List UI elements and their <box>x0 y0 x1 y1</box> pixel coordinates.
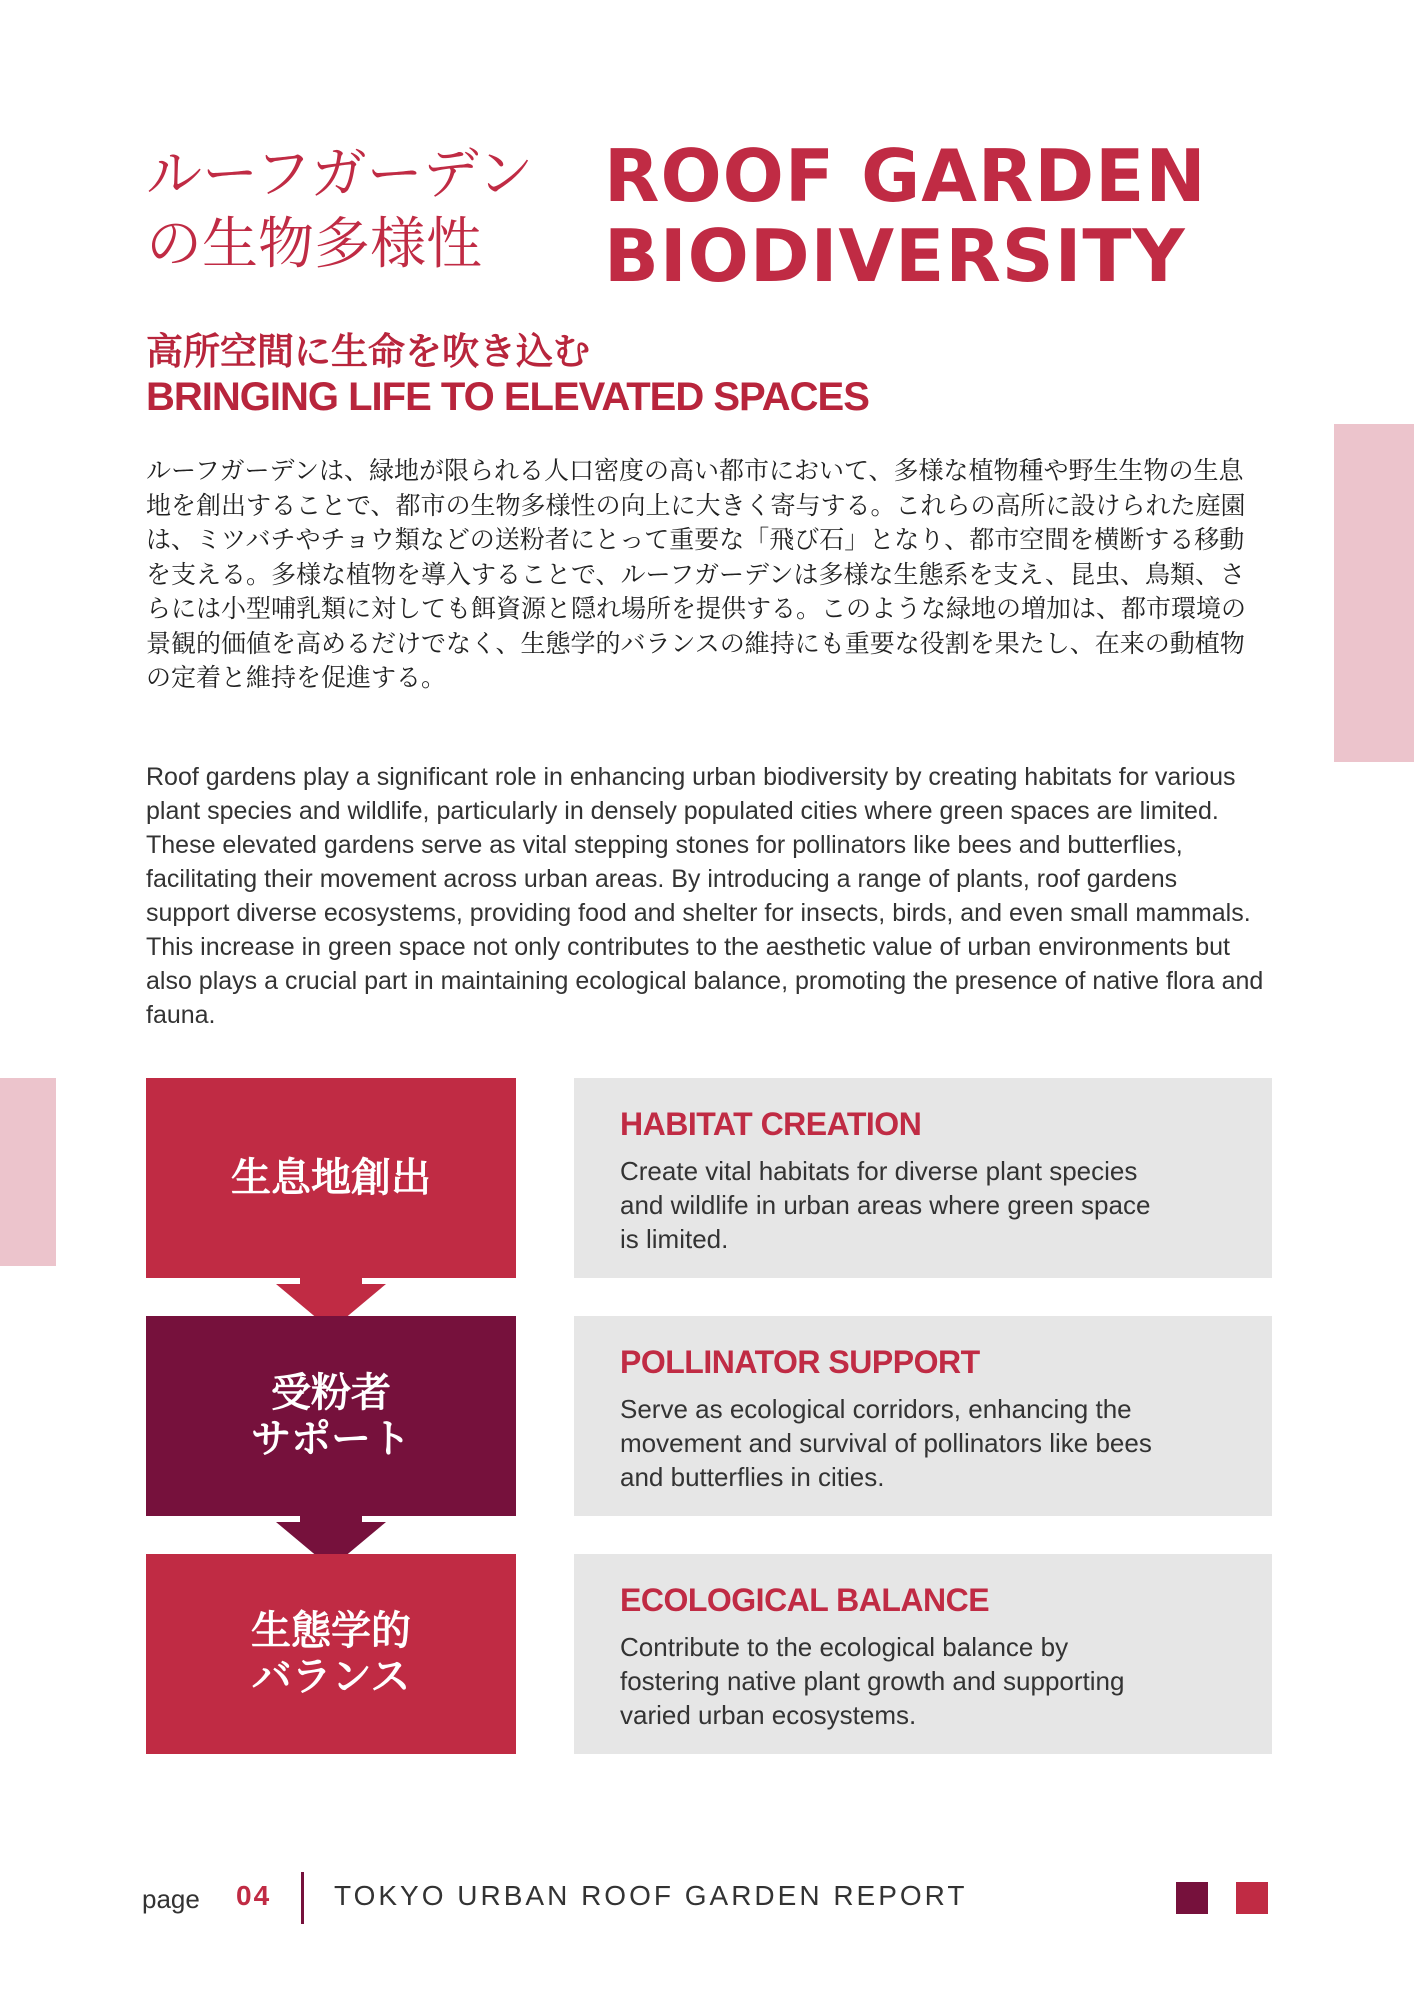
report-title: TOKYO URBAN ROOF GARDEN REPORT <box>334 1880 968 1911</box>
page-number: 04 <box>236 1880 272 1911</box>
flow-step-ecological <box>146 1554 516 1754</box>
footer-divider <box>301 1872 304 1924</box>
subtitle-english: BRINGING LIFE TO ELEVATED SPACES <box>146 375 869 419</box>
decorative-side-tab-left <box>0 1078 56 1266</box>
title-english-line1: ROOF GARDEN <box>604 134 1207 218</box>
card-text: Create vital habitats for diverse plant species and wildlife in urban areas where green space is limited. <box>620 1156 1151 1254</box>
title-english-line2: BIODIVERSITY <box>604 214 1186 298</box>
page-label: page <box>142 1884 200 1914</box>
flow-step-pollinator <box>146 1316 516 1516</box>
info-card-habitat <box>574 1078 1272 1278</box>
decorative-square-dark <box>1176 1882 1208 1914</box>
card-heading: POLLINATOR SUPPORT <box>620 1344 980 1380</box>
body-paragraph-english: Roof gardens play a significant role in enhancing urban biodiversity by creating habitats for various plant species and wildlife, particularly in densely populated cities where green spaces are limited. These elevated gardens serve as vital stepping stones for pollinators like bees and butterflies, facilitating their movement across urban areas. By introducing a range of plants, roof gardens support diverse ecosystems, providing food and shelter for insects, birds, and even small mammals. This increase in green space not only contributes to the aesthetic value of urban environments but also plays a crucial part in maintaining ecological balance, promoting the presence of native flora and fauna. <box>146 763 1264 1029</box>
subtitle-japanese: 高所空間に生命を吹き込む <box>146 330 590 373</box>
flow-step-label: 受粉者 サポート <box>251 1370 411 1462</box>
info-card-ecological <box>574 1554 1272 1754</box>
flow-step-label: 生態学的 バランス <box>251 1608 411 1700</box>
flow-step-habitat <box>146 1078 516 1278</box>
card-text: Contribute to the ecological balance by fostering native plant growth and supporting varied urban ecosystems. <box>620 1632 1125 1730</box>
flow-step-label: 生息地創出 <box>231 1155 431 1201</box>
page-footer <box>0 1870 1414 1930</box>
decorative-side-tab-right <box>1334 424 1414 762</box>
info-card-pollinator <box>574 1316 1272 1516</box>
card-heading: HABITAT CREATION <box>620 1106 922 1142</box>
decorative-square-red <box>1236 1882 1268 1914</box>
title-english <box>604 136 1304 296</box>
card-heading: ECOLOGICAL BALANCE <box>620 1582 990 1618</box>
card-text: Serve as ecological corridors, enhancing the movement and survival of pollinators like bees and butterflies in cities. <box>620 1394 1152 1492</box>
title-japanese: ルーフガーデン の生物多様性 <box>146 142 534 277</box>
body-paragraph-japanese: ルーフガーデンは、緑地が限られる人口密度の高い都市において、多様な植物種や野生生物の生息地を創出することで、都市の生物多様性の向上に大きく寄与する。これらの高所に設けられた庭園は、ミツバチやチョウ類などの送粉者にとって重要な「飛び石」となり、都市空間を横断する移動を支える。多様な植物を導入することで、ルーフガーデンは多様な生態系を支え、昆虫、鳥類、さらには小型哺乳類に対しても餌資源と隠れ場所を提供する。このような緑地の増加は、都市環境の景観的価値を高めるだけでなく、生態学的バランスの維持にも重要な役割を果たし、在来の動植物の定着と維持を促進する。 <box>146 456 1247 692</box>
